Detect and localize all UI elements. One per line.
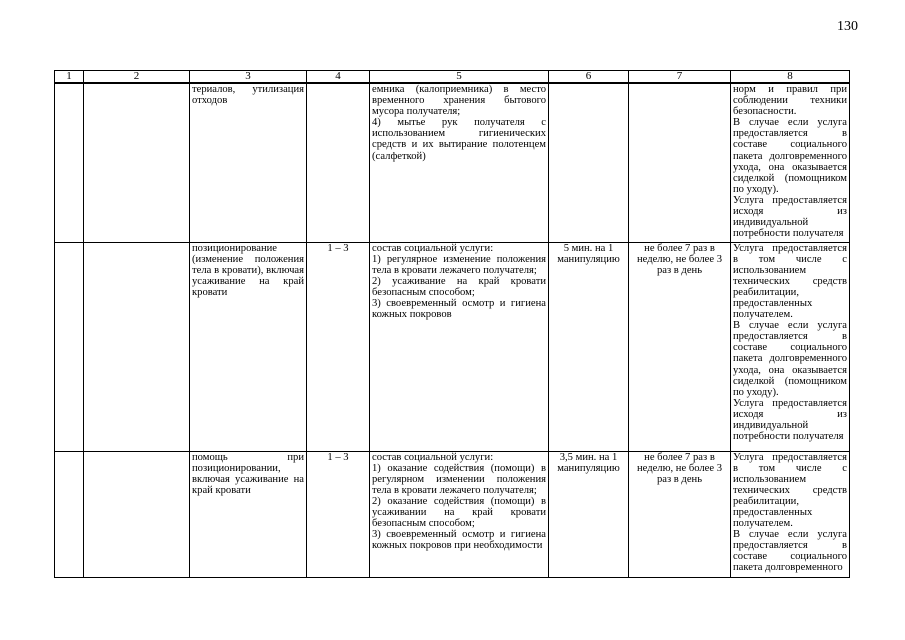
conditions-line: В случае если услуга предоставляется в составе социального пакета долговременного ухода, она оказывается сиделкой (помощником по уходу). <box>733 117 847 195</box>
conditions-line: В случае если услуга предоставляется в составе социального пакета долговременного <box>733 529 847 574</box>
header-col-1: 1 <box>55 71 84 84</box>
cell-description <box>370 242 549 451</box>
cell-number <box>55 242 84 451</box>
conditions-line: Услуга предоставляется исходя из индивидуальной потребности получателя <box>733 397 847 443</box>
conditions-line: Услуга предоставляется исходя из индивидуальной потребности получателя <box>733 194 847 240</box>
cell-category <box>84 83 190 242</box>
cell-number <box>55 83 84 242</box>
description-line: состав социальной услуги: <box>372 451 494 463</box>
page-number: 130 <box>837 19 858 34</box>
cell-groups: 1 – 3 <box>307 451 370 577</box>
description-line: 3) своевременный осмотр и гигиена кожных покровов <box>372 297 546 321</box>
header-row <box>55 71 850 84</box>
cell-time: 5 мин. на 1 манипуляцию <box>549 242 629 451</box>
header-col-3: 3 <box>190 71 307 84</box>
description-line: 3) своевременный осмотр и гигиена кожных покровов при необходимости <box>372 529 546 552</box>
table-row <box>55 242 850 451</box>
description-line: 1) регулярное изменение положения тела в кровати лежачего получателя; <box>372 253 546 276</box>
conditions-line: норм и правил при соблюдении техники безопасности. <box>733 84 847 118</box>
cell-conditions <box>731 83 850 242</box>
cell-time: 3,5 мин. на 1 манипуляцию <box>549 451 629 577</box>
cell-category <box>84 242 190 451</box>
cell-service-name: териалов, утилизация отходов <box>190 83 307 242</box>
description-line: емника (калоприемника) в место временного хранения бытового мусора получателя; <box>372 84 546 118</box>
cell-description <box>370 83 549 242</box>
header-col-2: 2 <box>84 71 190 84</box>
cell-category <box>84 451 190 577</box>
cell-service-name: позиционирование (изменение положения тела в кровати), включая усаживание на край кровати <box>190 242 307 451</box>
header-col-7: 7 <box>629 71 731 84</box>
cell-description <box>370 451 549 577</box>
cell-service-name: помощь при позиционировании, включая усаживание на край кровати <box>190 451 307 577</box>
description-line: 1) оказание содействия (помощи) в регулярном изменении положения тела в кровати лежачего получателя; <box>372 462 546 496</box>
description-line: 4) мытье рук получателя с использованием гигиенических средств и их вытирание полотенцем (салфеткой) <box>372 117 546 162</box>
cell-frequency: не более 7 раз в неделю, не более 3 раз в день <box>629 242 731 451</box>
cell-groups <box>307 83 370 242</box>
services-table <box>54 70 850 578</box>
table-row <box>55 451 850 577</box>
header-col-6: 6 <box>549 71 629 84</box>
header-col-4: 4 <box>307 71 370 84</box>
conditions-line: Услуга предоставляется в том числе с использованием технических средств реабилитации, предоставленных получателем. <box>733 242 847 321</box>
header-col-8: 8 <box>731 71 850 84</box>
cell-number <box>55 451 84 577</box>
cell-frequency: не более 7 раз в неделю, не более 3 раз в день <box>629 451 731 577</box>
conditions-line: В случае если услуга предоставляется в составе социального пакета долговременного ухода, она оказывается сиделкой (помощником по уходу). <box>733 320 847 398</box>
description-line: 2) усаживание на край кровати безопасным способом; <box>372 275 546 298</box>
header-col-5: 5 <box>370 71 549 84</box>
cell-frequency <box>629 83 731 242</box>
table-row <box>55 83 850 242</box>
cell-time <box>549 83 629 242</box>
cell-groups: 1 – 3 <box>307 242 370 451</box>
description-line: 2) оказание содействия (помощи) в усаживании на край кровати безопасным способом; <box>372 495 546 530</box>
description-line: состав социальной услуги: <box>372 242 494 254</box>
cell-conditions <box>731 242 850 451</box>
cell-conditions <box>731 451 850 577</box>
conditions-line: Услуга предоставляется в том числе с использованием технических средств реабилитации, предоставленных получателем. <box>733 451 847 530</box>
